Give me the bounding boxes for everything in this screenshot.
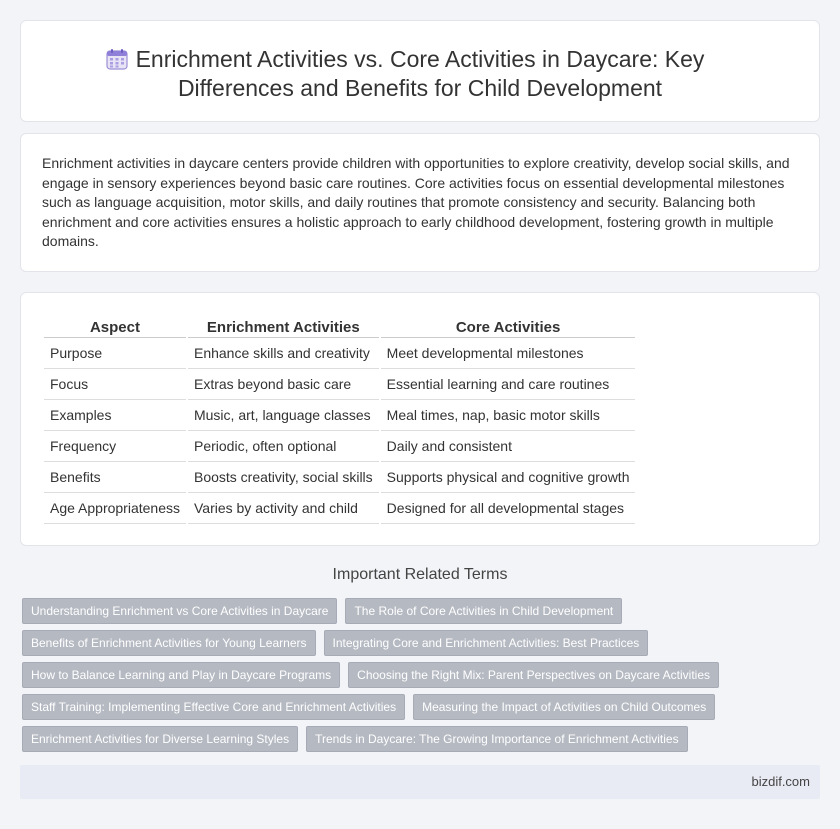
related-terms-heading: Important Related Terms — [332, 566, 508, 583]
table-cell: Supports physical and cognitive growth — [381, 462, 636, 493]
table-cell: Extras beyond basic care — [188, 369, 379, 400]
table-cell: Age Appropriateness — [44, 493, 186, 524]
table-row — [44, 338, 635, 369]
table-cell: Frequency — [44, 431, 186, 462]
title-card — [20, 20, 820, 122]
footer — [20, 765, 820, 799]
intro-card — [20, 133, 820, 272]
related-term-link[interactable]: Measuring the Impact of Activities on Child Outcomes — [413, 694, 715, 720]
related-term-link[interactable]: How to Balance Learning and Play in Daycare Programs — [22, 662, 340, 688]
table-cell: Varies by activity and child — [188, 493, 379, 524]
related-term-link[interactable]: Choosing the Right Mix: Parent Perspectives on Daycare Activities — [348, 662, 719, 688]
footer-site-link[interactable]: bizdif.com — [751, 774, 810, 789]
table-row — [44, 493, 635, 524]
table-cell: Examples — [44, 400, 186, 431]
page-title-line1: Enrichment Activities vs. Core Activities in Daycare: Key — [135, 46, 705, 72]
related-term-link[interactable]: Enrichment Activities for Diverse Learning Styles — [22, 726, 298, 752]
header-enrichment: Enrichment Activities — [188, 316, 379, 338]
related-term-link[interactable]: Staff Training: Implementing Effective Core and Enrichment Activities — [22, 694, 405, 720]
related-term-link[interactable]: Integrating Core and Enrichment Activities: Best Practices — [324, 630, 649, 656]
table-cell: Essential learning and care routines — [381, 369, 636, 400]
page-title-line2: Differences and Benefits for Child Development — [177, 75, 663, 101]
related-term-link[interactable]: Understanding Enrichment vs Core Activities in Daycare — [22, 598, 337, 624]
table-cell: Daily and consistent — [381, 431, 636, 462]
table-cell: Periodic, often optional — [188, 431, 379, 462]
table-header-row — [44, 316, 635, 338]
table-cell: Enhance skills and creativity — [188, 338, 379, 369]
table-row — [44, 400, 635, 431]
table-cell: Boosts creativity, social skills — [188, 462, 379, 493]
table-cell: Meet developmental milestones — [381, 338, 636, 369]
page-title — [21, 45, 819, 103]
intro-paragraph: Enrichment activities in daycare centers provide children with opportunities to explore creativity, develop social skills, and engage in sensory experiences beyond basic care routines. Core activities focus on essential developmental milestones such as language acquisition, motor skills, and daily routines that promote consistency and security. Balancing both enrichment and core activities ensures a holistic approach to early childhood development, fostering growth in multiple domains. — [42, 155, 790, 249]
related-terms-list — [22, 598, 822, 758]
table-row — [44, 369, 635, 400]
related-term-link[interactable]: Trends in Daycare: The Growing Importance of Enrichment Activities — [306, 726, 688, 752]
table-cell: Focus — [44, 369, 186, 400]
table-cell: Purpose — [44, 338, 186, 369]
table-cell: Meal times, nap, basic motor skills — [381, 400, 636, 431]
comparison-card — [20, 292, 820, 546]
table-cell: Designed for all developmental stages — [381, 493, 636, 524]
table-cell: Music, art, language classes — [188, 400, 379, 431]
table-cell: Benefits — [44, 462, 186, 493]
comparison-table — [42, 316, 637, 524]
header-aspect: Aspect — [44, 316, 186, 338]
header-core: Core Activities — [381, 316, 636, 338]
related-term-link[interactable]: The Role of Core Activities in Child Development — [345, 598, 622, 624]
table-row — [44, 431, 635, 462]
table-row — [44, 462, 635, 493]
related-term-link[interactable]: Benefits of Enrichment Activities for Young Learners — [22, 630, 316, 656]
